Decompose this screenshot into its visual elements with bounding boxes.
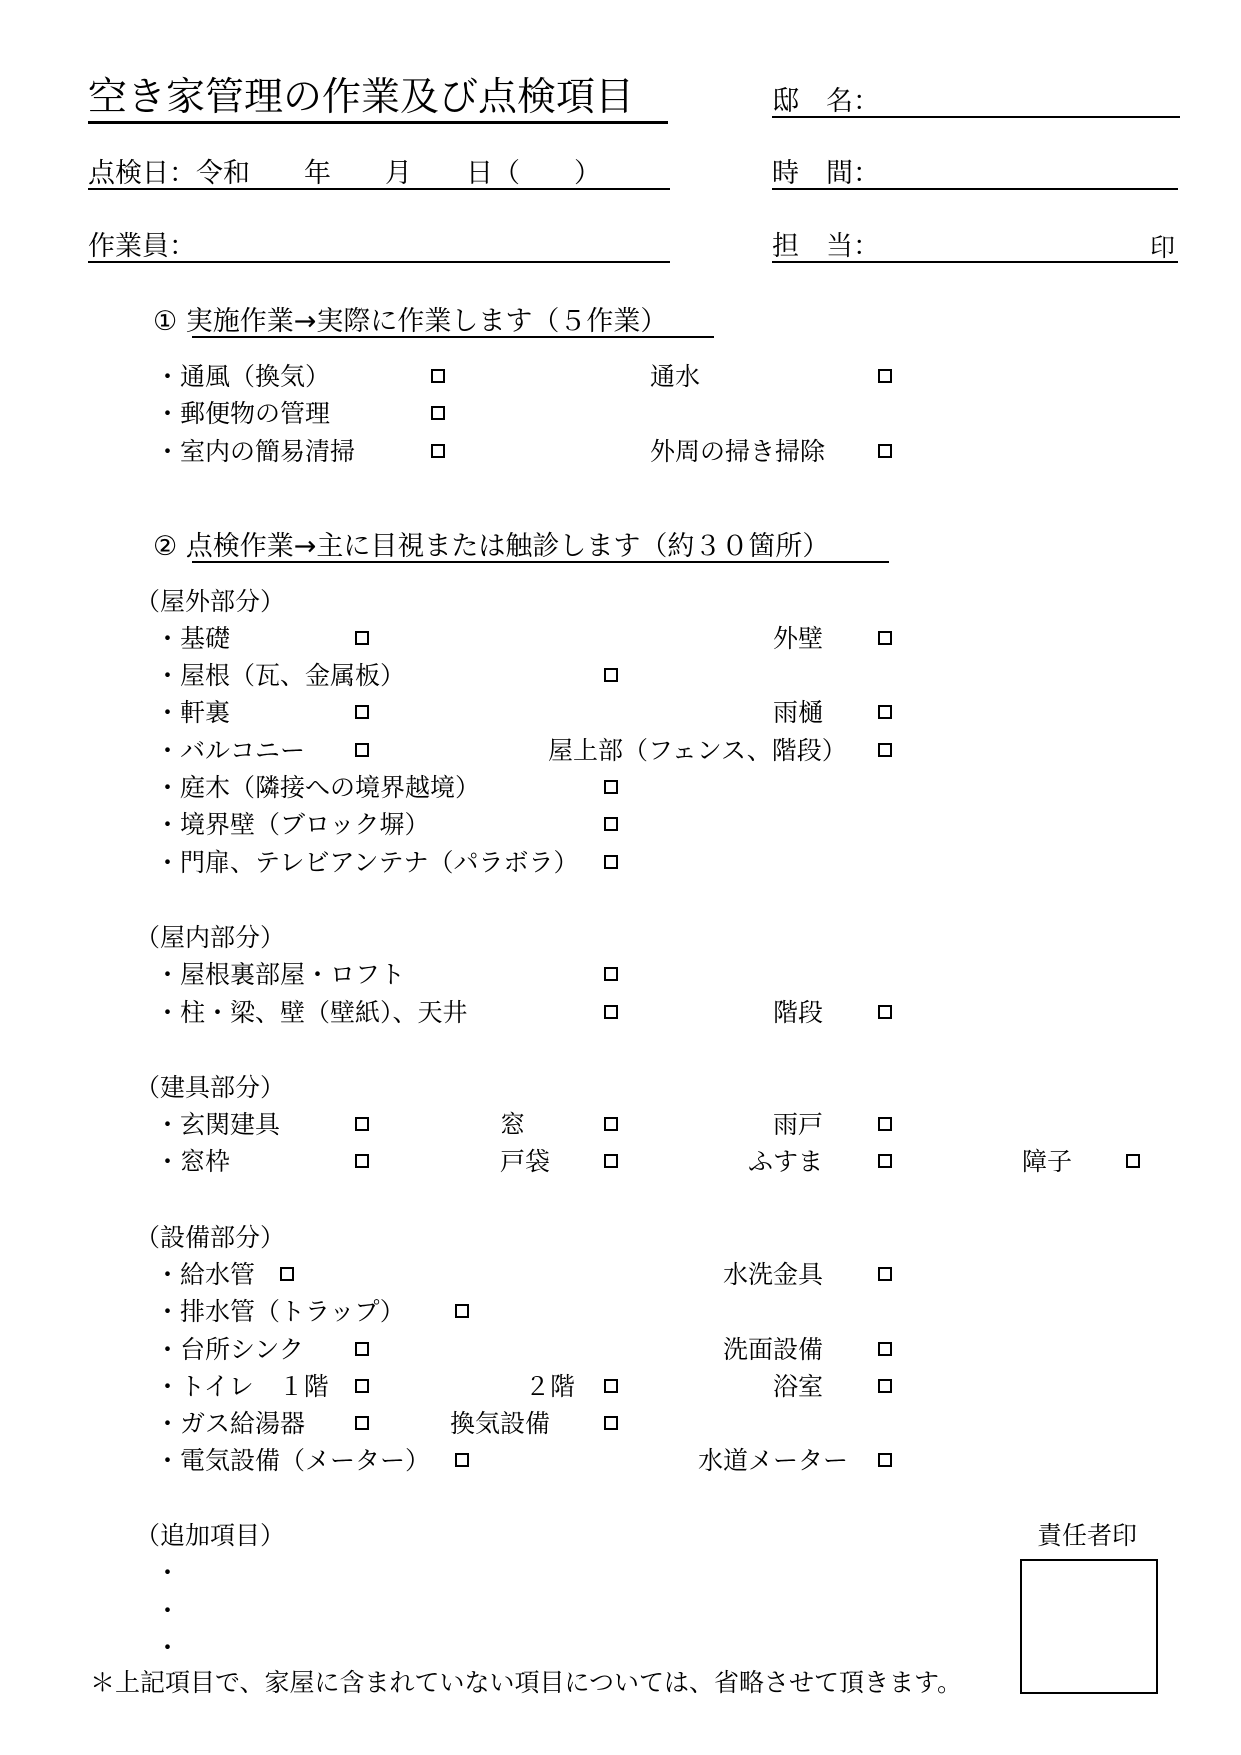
checkbox-shoji[interactable] bbox=[1126, 1154, 1140, 1168]
checkbox-water-supply-pipe[interactable] bbox=[280, 1267, 294, 1281]
item-gutter: 雨樋 bbox=[773, 698, 824, 727]
item-storm-shutter: 雨戸 bbox=[773, 1110, 824, 1139]
item-pillars-walls-ceiling: ・柱・梁、壁（壁紙）、天井 bbox=[155, 998, 468, 1027]
item-fusuma: ふすま bbox=[748, 1147, 824, 1176]
checkbox-water-meter[interactable] bbox=[878, 1453, 892, 1467]
additional-item-1[interactable]: ・ bbox=[155, 1558, 181, 1587]
worker-label: 作業員： bbox=[88, 231, 196, 262]
additional-section-label: （追加項目） bbox=[135, 1521, 286, 1550]
checkbox-bathroom[interactable] bbox=[878, 1379, 892, 1393]
section1-heading: ① 実施作業→実際に作業します（５作業） bbox=[153, 306, 668, 337]
checkbox-toilet-2f[interactable] bbox=[604, 1379, 618, 1393]
item-rooftop: 屋上部（フェンス、階段） bbox=[548, 736, 847, 765]
item-faucet: 水洗金具 bbox=[723, 1260, 824, 1289]
checkbox-window[interactable] bbox=[604, 1117, 618, 1131]
item-water-flushing: 通水 bbox=[650, 362, 701, 391]
inspection-date-field[interactable] bbox=[88, 188, 670, 190]
person-in-charge-label: 担 当： bbox=[772, 231, 880, 262]
item-water-meter: 水道メーター bbox=[698, 1446, 849, 1475]
checkbox-indoor-cleaning[interactable] bbox=[431, 444, 445, 458]
residence-label: 邸 名： bbox=[772, 86, 880, 117]
item-eaves: ・軒裏 bbox=[155, 698, 231, 727]
section2-heading-underline bbox=[192, 561, 889, 563]
checkbox-stairs[interactable] bbox=[878, 1005, 892, 1019]
item-attic-loft: ・屋根裏部屋・ロフト bbox=[155, 960, 406, 989]
checkbox-gas-water-heater[interactable] bbox=[355, 1416, 369, 1430]
section1-heading-underline bbox=[192, 336, 714, 338]
item-roof: ・屋根（瓦、金属板） bbox=[155, 661, 406, 690]
item-foundation: ・基礎 bbox=[155, 624, 231, 653]
checkbox-water-flushing[interactable] bbox=[878, 369, 892, 383]
item-mail-management: ・郵便物の管理 bbox=[155, 399, 331, 428]
time-field[interactable] bbox=[772, 188, 1178, 190]
item-gate-antenna: ・門扉、テレビアンテナ（パラボラ） bbox=[155, 848, 579, 877]
item-ventilation: ・通風（換気） bbox=[155, 362, 331, 391]
item-garden-trees: ・庭木（隣接への境界越境） bbox=[155, 773, 481, 802]
item-toilet-2f: ２階 bbox=[525, 1372, 576, 1401]
responsible-person-stamp-box[interactable] bbox=[1020, 1559, 1158, 1694]
checkbox-ventilation-equipment[interactable] bbox=[604, 1416, 618, 1430]
checkbox-foundation[interactable] bbox=[355, 631, 369, 645]
residence-field[interactable] bbox=[772, 116, 1180, 118]
checkbox-kitchen-sink[interactable] bbox=[355, 1342, 369, 1356]
footer-note: ＊上記項目で、家屋に含まれていない項目については、省略させて頂きます。 bbox=[90, 1668, 963, 1697]
checkbox-toilet-1f[interactable] bbox=[355, 1379, 369, 1393]
item-gas-water-heater: ・ガス給湯器 bbox=[155, 1409, 306, 1438]
checkbox-mail-management[interactable] bbox=[431, 406, 445, 420]
checkbox-eaves[interactable] bbox=[355, 705, 369, 719]
item-exterior-wall: 外壁 bbox=[773, 624, 824, 653]
worker-field[interactable] bbox=[88, 261, 670, 263]
item-water-supply-pipe: ・給水管 bbox=[155, 1260, 256, 1289]
checkbox-washbasin[interactable] bbox=[878, 1342, 892, 1356]
checkbox-perimeter-sweeping[interactable] bbox=[878, 444, 892, 458]
checkbox-rooftop[interactable] bbox=[878, 743, 892, 757]
item-ventilation-equipment: 換気設備 bbox=[450, 1409, 551, 1438]
checkbox-electrical-meter[interactable] bbox=[455, 1453, 469, 1467]
checkbox-gate-antenna[interactable] bbox=[604, 855, 618, 869]
item-entrance-door: ・玄関建具 bbox=[155, 1110, 281, 1139]
item-balcony: ・バルコニー bbox=[155, 736, 306, 765]
checkbox-pillars-walls-ceiling[interactable] bbox=[604, 1005, 618, 1019]
item-stairs: 階段 bbox=[773, 998, 824, 1027]
item-toilet-1f: ・トイレ １階 bbox=[155, 1372, 329, 1401]
page-title: 空き家管理の作業及び点検項目 bbox=[88, 75, 635, 120]
item-window-frame: ・窓枠 bbox=[155, 1147, 231, 1176]
item-kitchen-sink: ・台所シンク bbox=[155, 1335, 304, 1364]
checkbox-window-frame[interactable] bbox=[355, 1154, 369, 1168]
checkbox-gutter[interactable] bbox=[878, 705, 892, 719]
checkbox-attic-loft[interactable] bbox=[604, 967, 618, 981]
checkbox-ventilation[interactable] bbox=[431, 369, 445, 383]
checkbox-balcony[interactable] bbox=[355, 743, 369, 757]
equipment-section-label: （設備部分） bbox=[135, 1223, 286, 1252]
seal-mark: 印 bbox=[1150, 233, 1176, 262]
indoor-section-label: （屋内部分） bbox=[135, 923, 286, 952]
checkbox-boundary-wall[interactable] bbox=[604, 817, 618, 831]
checkbox-entrance-door[interactable] bbox=[355, 1117, 369, 1131]
item-bathroom: 浴室 bbox=[773, 1372, 824, 1401]
additional-item-3[interactable]: ・ bbox=[155, 1633, 181, 1662]
fittings-section-label: （建具部分） bbox=[135, 1073, 286, 1102]
additional-item-2[interactable]: ・ bbox=[155, 1596, 181, 1625]
item-drain-pipe: ・排水管（トラップ） bbox=[155, 1297, 405, 1326]
time-label: 時 間： bbox=[772, 158, 880, 189]
person-in-charge-field[interactable] bbox=[772, 261, 1178, 263]
checkbox-garden-trees[interactable] bbox=[604, 780, 618, 794]
item-electrical-meter: ・電気設備（メーター） bbox=[155, 1446, 431, 1475]
item-boundary-wall: ・境界壁（ブロック塀） bbox=[155, 810, 430, 839]
item-perimeter-sweeping: 外周の掃き掃除 bbox=[650, 437, 826, 466]
section2-heading: ② 点検作業→主に目視または触診します（約３０箇所） bbox=[153, 531, 830, 562]
item-washbasin: 洗面設備 bbox=[723, 1335, 824, 1364]
checkbox-faucet[interactable] bbox=[878, 1267, 892, 1281]
checkbox-storm-shutter[interactable] bbox=[878, 1117, 892, 1131]
checkbox-shutter-box[interactable] bbox=[604, 1154, 618, 1168]
stamp-label: 責任者印 bbox=[1037, 1521, 1138, 1550]
checkbox-roof[interactable] bbox=[604, 668, 618, 682]
title-underline bbox=[88, 121, 668, 124]
checkbox-drain-pipe[interactable] bbox=[455, 1304, 469, 1318]
checkbox-exterior-wall[interactable] bbox=[878, 631, 892, 645]
item-shoji: 障子 bbox=[1022, 1147, 1073, 1176]
outdoor-section-label: （屋外部分） bbox=[135, 587, 286, 616]
item-indoor-cleaning: ・室内の簡易清掃 bbox=[155, 437, 356, 466]
item-shutter-box: 戸袋 bbox=[500, 1147, 551, 1176]
inspection-date-label: 点検日：令和 年 月 日（ ） bbox=[88, 158, 601, 189]
item-window: 窓 bbox=[500, 1110, 526, 1139]
checkbox-fusuma[interactable] bbox=[878, 1154, 892, 1168]
